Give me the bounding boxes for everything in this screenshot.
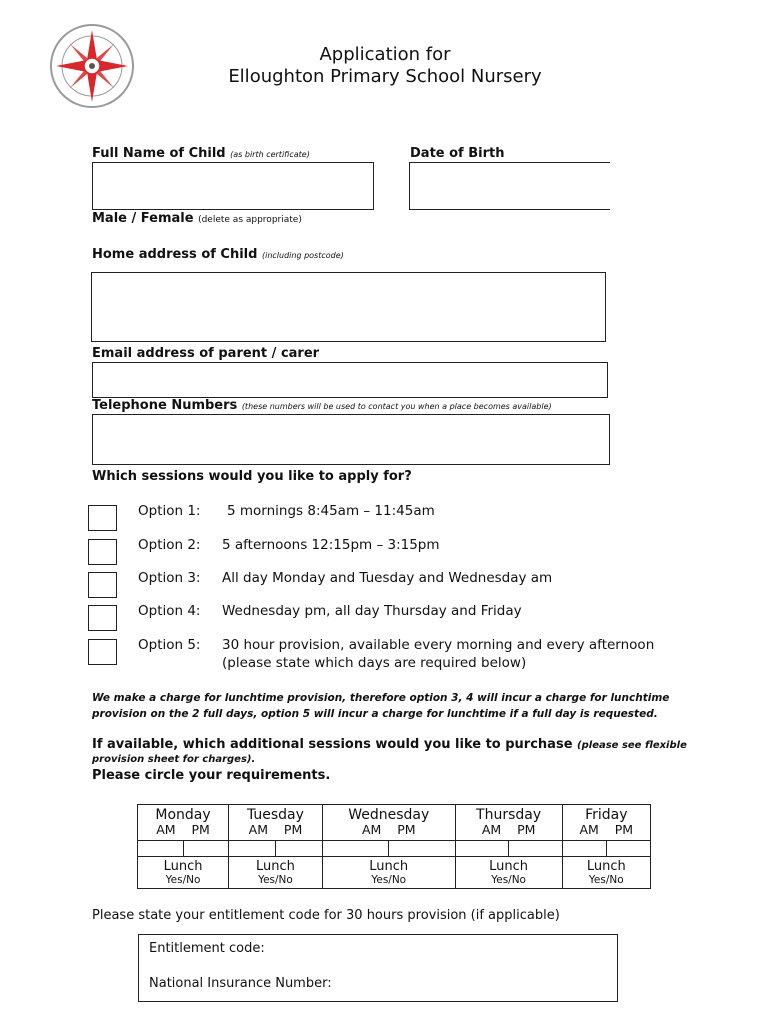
option-3-checkbox[interactable]	[88, 572, 117, 598]
friday-lunch-cell[interactable]	[562, 857, 650, 889]
dob-label: Date of Birth	[410, 146, 505, 161]
table-header-row	[138, 805, 651, 841]
lunch-note-line-1: We make a charge for lunchtime provision, therefore option 3, 4 will incur a charge for lunchtime	[92, 692, 670, 704]
option-1-checkbox[interactable]	[88, 505, 117, 531]
table-lunch-row	[138, 857, 651, 889]
option-3-label: Option 3:	[138, 570, 201, 586]
monday-header	[138, 805, 229, 841]
gender-label	[92, 211, 302, 226]
friday-pm-cell[interactable]	[606, 841, 650, 857]
am-label[interactable]: AM	[579, 822, 599, 837]
additional-question-note-2: provision sheet for charges).	[92, 754, 256, 765]
option-1-label: Option 1:	[138, 503, 201, 519]
tuesday-lunch-cell[interactable]	[229, 857, 323, 889]
dob-field[interactable]	[409, 162, 610, 210]
day-label: Tuesday	[246, 807, 304, 823]
monday-am-cell[interactable]	[138, 841, 184, 857]
lunch-label: Lunch	[586, 859, 626, 874]
pm-label[interactable]: PM	[283, 822, 303, 837]
tuesday-am-cell[interactable]	[229, 841, 276, 857]
option-2-checkbox[interactable]	[88, 539, 117, 565]
thursday-lunch-cell[interactable]	[455, 857, 562, 889]
email-label: Email address of parent / carer	[92, 346, 320, 361]
wednesday-am-cell[interactable]	[322, 841, 388, 857]
lunch-label: Lunch	[163, 859, 203, 874]
option-5-checkbox[interactable]	[88, 639, 117, 665]
yes-no-label[interactable]: Yes/No	[165, 874, 201, 886]
ni-number-label: National Insurance Number:	[149, 976, 332, 991]
option-5-desc: 30 hour provision, available every morning and every afternoon	[222, 637, 655, 653]
phone-label	[92, 398, 552, 413]
yes-no-label[interactable]: Yes/No	[258, 874, 293, 886]
friday-am-cell[interactable]	[562, 841, 606, 857]
day-label: Friday	[585, 807, 628, 823]
option-5-label: Option 5:	[138, 637, 201, 653]
thursday-header	[455, 805, 562, 841]
additional-sessions-table	[137, 804, 651, 889]
lunch-label: Lunch	[256, 859, 295, 874]
additional-question-note: (please see flexible	[577, 740, 687, 751]
yes-no-label[interactable]: Yes/No	[588, 874, 624, 886]
wednesday-pm-cell[interactable]	[389, 841, 455, 857]
form-title	[0, 44, 770, 88]
lunch-note	[92, 690, 669, 722]
am-label[interactable]: AM	[481, 822, 502, 837]
gender-label-text: Male / Female	[92, 211, 194, 226]
entitlement-box[interactable]	[138, 934, 618, 1002]
child-name-note: (as birth certificate)	[230, 150, 310, 159]
thursday-pm-cell[interactable]	[509, 841, 563, 857]
option-4-label: Option 4:	[138, 603, 201, 619]
table-session-cells-row	[138, 841, 651, 857]
tuesday-header	[229, 805, 323, 841]
address-label	[92, 247, 344, 262]
option-1-desc: 5 mornings 8:45am – 11:45am	[227, 503, 435, 519]
option-2-label: Option 2:	[138, 537, 201, 553]
am-label[interactable]: AM	[248, 822, 268, 837]
additional-question	[92, 737, 687, 752]
day-label: Thursday	[476, 807, 542, 823]
day-label: Wednesday	[348, 807, 430, 823]
pm-label[interactable]: PM	[614, 822, 634, 837]
option-3-desc: All day Monday and Tuesday and Wednesday am	[222, 570, 553, 586]
wednesday-header	[322, 805, 455, 841]
thursday-am-cell[interactable]	[455, 841, 508, 857]
child-name-label-text: Full Name of Child	[92, 146, 226, 161]
monday-pm-cell[interactable]	[183, 841, 229, 857]
am-label[interactable]: AM	[361, 822, 382, 837]
title-line-2: Elloughton Primary School Nursery	[228, 66, 542, 87]
title-line-1: Application for	[319, 44, 451, 65]
option-2-desc: 5 afternoons 12:15pm – 3:15pm	[222, 537, 440, 553]
yes-no-label[interactable]: Yes/No	[371, 874, 407, 886]
address-field[interactable]	[91, 272, 606, 342]
tuesday-pm-cell[interactable]	[275, 841, 322, 857]
address-label-text: Home address of Child	[92, 247, 258, 262]
wednesday-lunch-cell[interactable]	[322, 857, 455, 889]
monday-lunch-cell[interactable]	[138, 857, 229, 889]
gender-note: (delete as appropriate)	[198, 215, 302, 225]
address-note: (including postcode)	[261, 251, 344, 260]
lunch-label: Lunch	[489, 859, 529, 874]
yes-no-label[interactable]: Yes/No	[491, 874, 526, 886]
phone-field[interactable]	[92, 414, 610, 465]
additional-question-text: If available, which additional sessions would you like to purchase	[92, 737, 573, 752]
email-field[interactable]	[92, 362, 608, 398]
circle-requirements: Please circle your requirements.	[92, 768, 331, 783]
option-4-checkbox[interactable]	[88, 605, 117, 631]
day-label: Monday	[155, 807, 211, 823]
sessions-question: Which sessions would you like to apply for?	[92, 469, 412, 484]
lunch-note-line-2: provision on the 2 full days, option 5 will incur a charge for lunchtime if a full day is requested.	[92, 708, 658, 720]
pm-label[interactable]: PM	[517, 822, 536, 837]
phone-label-text: Telephone Numbers	[92, 398, 238, 413]
option-5-desc-2: (please state which days are required below)	[222, 655, 527, 671]
entitlement-code-label: Entitlement code:	[149, 941, 265, 956]
option-4-desc: Wednesday pm, all day Thursday and Friday	[222, 603, 522, 619]
pm-label[interactable]: PM	[191, 822, 210, 837]
am-label[interactable]: AM	[156, 822, 176, 837]
child-name-field[interactable]	[92, 162, 374, 210]
pm-label[interactable]: PM	[397, 822, 416, 837]
friday-header	[562, 805, 650, 841]
lunch-label: Lunch	[369, 859, 409, 874]
phone-note: (these numbers will be used to contact you when a place becomes available)	[241, 402, 552, 411]
child-name-label	[92, 146, 310, 161]
entitlement-prompt: Please state your entitlement code for 30 hours provision (if applicable)	[92, 908, 560, 923]
